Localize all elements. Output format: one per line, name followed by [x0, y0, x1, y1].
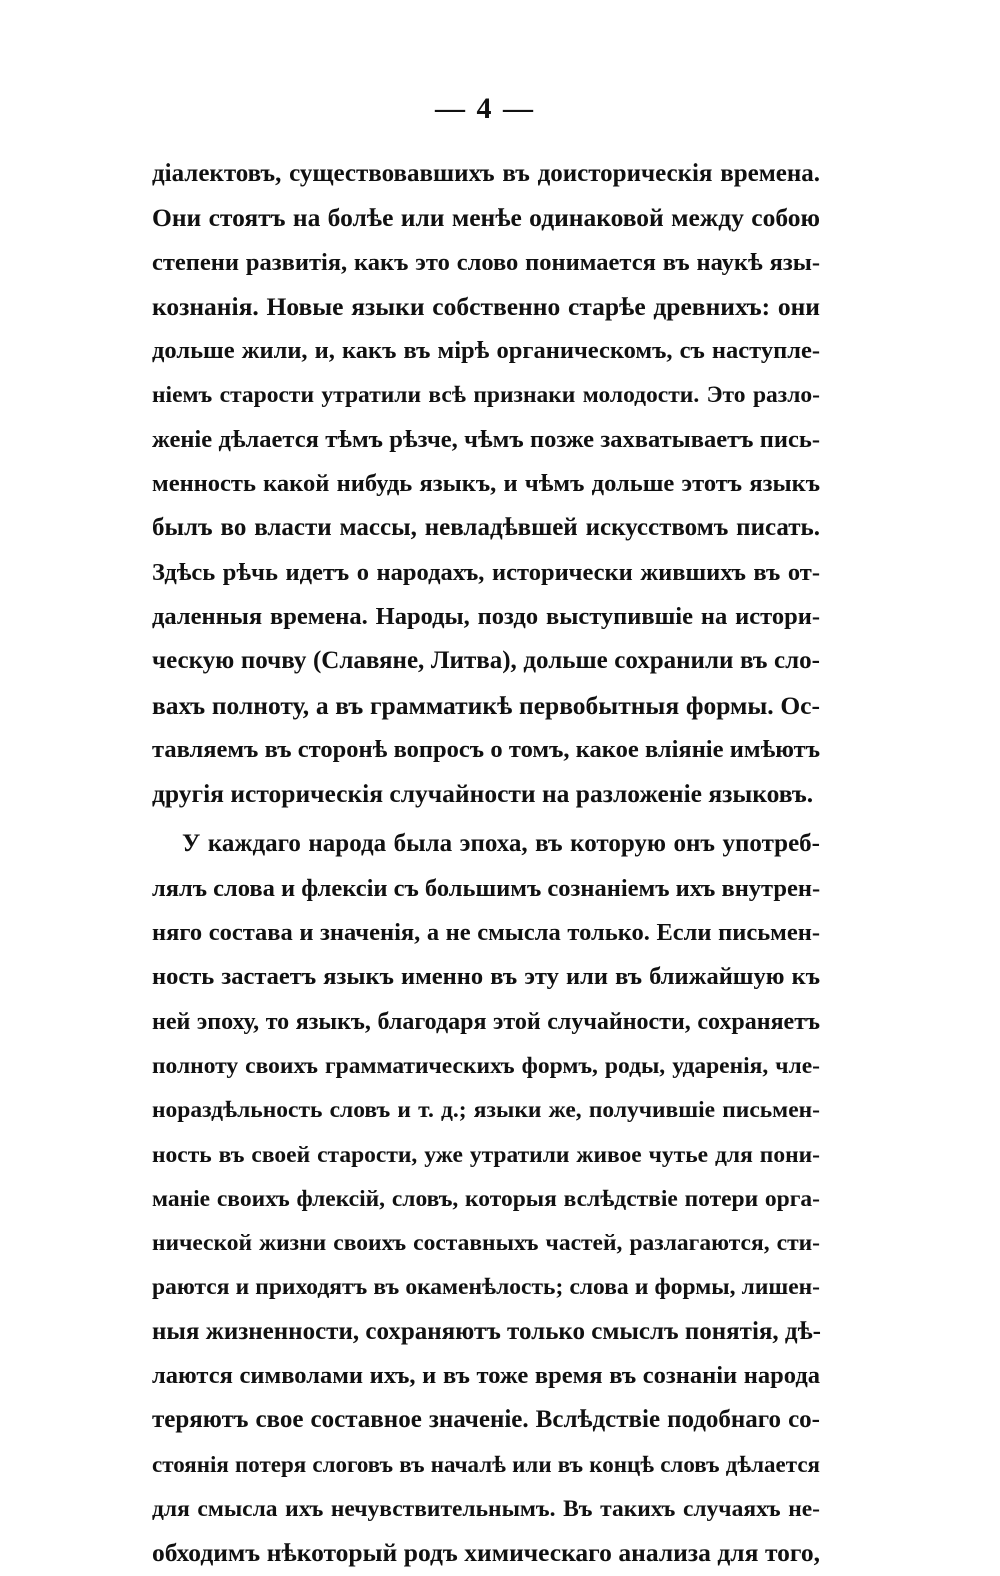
text-line: У каждаго народа была эпоха, въ которую онъ употреб-: [182, 830, 820, 858]
text-line: ныя жизненности, сохраняютъ только смыслъ понятія, дѣ-: [152, 1317, 821, 1345]
text-line: нической жизни своихъ составныхъ частей, разлагаются, сти-: [152, 1230, 820, 1257]
text-line: обходимъ нѣкоторый родъ химическаго анализа для того,: [152, 1538, 820, 1568]
text-line: былъ во власти массы, невладѣвшей искусствомъ писать.: [152, 514, 820, 542]
text-line: нораздѣльность словъ и т. д.; языки же, получившіе письмен-: [152, 1097, 820, 1124]
text-line: няго состава и значенія, а не смысла только. Если письмен-: [152, 919, 820, 947]
text-line: полноту своихъ грамматическихъ формъ, роды, ударенія, чле-: [152, 1052, 820, 1079]
text-line: тавляемъ въ сторонѣ вопросъ о томъ, какое вліяніе имѣютъ: [152, 735, 820, 763]
paragraph-2: [152, 822, 820, 1575]
text-line: теряютъ свое составное значеніе. Вслѣдствіе подобнаго со-: [152, 1406, 820, 1434]
text-line: маніе своихъ флексій, словъ, которыя вслѣдствіе потери орга-: [152, 1185, 820, 1212]
text-line: ческую почву (Славяне, Литва), дольше сохранили въ сло-: [152, 647, 820, 675]
text-line: кознанія. Новые языки собственно старѣе древнихъ: они: [152, 291, 820, 321]
text-line: ность въ своей старости, уже утратили живое чутье для пони-: [152, 1141, 820, 1168]
text-line: менность какой нибудь языкъ, и чѣмъ дольше этотъ языкъ: [152, 470, 820, 498]
text-line: даленныя времена. Народы, поздо выступившіе на истори-: [152, 602, 820, 630]
body-text: [152, 152, 820, 1576]
text-line: степени развитія, какъ это слово понимается въ наукѣ язы-: [152, 248, 820, 276]
text-line: діалектовъ, существовавшихъ въ доисторическія времена.: [152, 160, 820, 187]
text-line: раются и приходятъ въ окаменѣлость; слова и формы, лишен-: [152, 1274, 820, 1301]
text-line: лялъ слова и флексіи съ большимъ сознаніемъ ихъ внутрен-: [152, 874, 821, 902]
text-line: стоянія потеря слоговъ въ началѣ или въ концѣ словъ дѣлается: [152, 1451, 820, 1477]
text-line: дольше жили, и, какъ въ мірѣ органическомъ, съ наступле-: [152, 337, 820, 365]
page-number: — 4 —: [435, 92, 535, 125]
text-line: женіе дѣлается тѣмъ рѣзче, чѣмъ позже захватываетъ пись-: [152, 425, 820, 453]
text-line: для смысла ихъ нечувствительнымъ. Въ такихъ случаяхъ не-: [152, 1495, 820, 1522]
text-line: ность застаетъ языкъ именно въ эту или въ ближайшую къ: [152, 963, 820, 991]
text-line: Они стоятъ на болѣе или менѣе одинаковой между собою: [152, 203, 820, 233]
paragraph-1: [152, 152, 820, 816]
text-line: вахъ полноту, а въ грамматикѣ первобытныя формы. Ос-: [152, 690, 820, 720]
text-line: лаются символами ихъ, и въ тоже время въ сознаніи народа: [152, 1362, 820, 1390]
text-line: другія историческія случайности на разложеніе языковъ.: [152, 779, 814, 809]
text-line: ніемъ старости утратили всѣ признаки молодости. Это разло-: [152, 382, 820, 409]
text-line: ней эпоху, то языкъ, благодаря этой случайности, сохраняетъ: [152, 1008, 820, 1035]
text-line: Здѣсь рѣчь идетъ о народахъ, исторически жившихъ въ от-: [152, 558, 820, 586]
